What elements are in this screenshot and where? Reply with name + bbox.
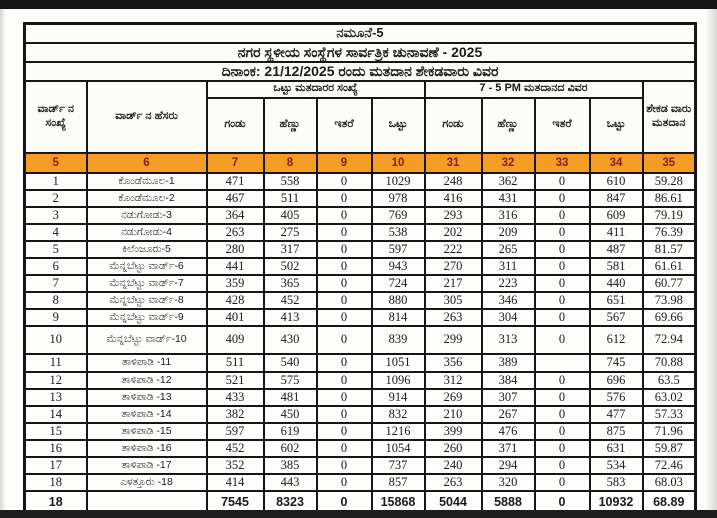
ward-name-cell: ಕಿಲೆಂಜೂರು-5 bbox=[87, 241, 207, 258]
value-cell: 299 bbox=[425, 326, 482, 354]
ward-name-cell: ನಡುಗೋಡು-4 bbox=[87, 224, 207, 241]
col-number: 10 bbox=[372, 153, 425, 173]
value-cell: 538 bbox=[372, 224, 425, 241]
value-cell: 240 bbox=[425, 457, 482, 474]
value-cell: 248 bbox=[425, 173, 482, 190]
total-value-cell: 8323 bbox=[264, 491, 317, 515]
ward-number-cell: 17 bbox=[25, 457, 87, 474]
value-cell: 597 bbox=[372, 241, 425, 258]
value-cell: 382 bbox=[207, 406, 264, 423]
value-cell: 260 bbox=[425, 440, 482, 457]
value-cell: 364 bbox=[207, 207, 264, 224]
value-cell: 313 bbox=[482, 326, 535, 354]
value-cell: 405 bbox=[264, 207, 317, 224]
table-row bbox=[25, 241, 696, 258]
value-cell: 312 bbox=[425, 372, 482, 389]
ward-name-cell: ಮೆನ್ನಬೆಟ್ಟು ವಾರ್ಡ್-9 bbox=[87, 309, 207, 326]
total-value-cell: 0 bbox=[317, 491, 372, 515]
ward-number-cell: 9 bbox=[25, 309, 87, 326]
total-value-cell: 5044 bbox=[425, 491, 482, 515]
table-row bbox=[25, 372, 696, 389]
value-cell: 477 bbox=[590, 406, 643, 423]
value-cell: 269 bbox=[425, 389, 482, 406]
value-cell: 389 bbox=[482, 354, 535, 372]
header-female-voters: ಹೆಣ್ಣು bbox=[264, 98, 317, 153]
col-number: 5 bbox=[25, 153, 87, 173]
value-cell: 0 bbox=[317, 389, 372, 406]
ward-number-cell: 10 bbox=[25, 326, 87, 354]
value-cell: 416 bbox=[425, 190, 482, 207]
header-percent: ಶೇಕಡ ವಾರು ಮತದಾನ bbox=[643, 81, 696, 153]
value-cell: 467 bbox=[207, 190, 264, 207]
percent-cell: 60.77 bbox=[643, 275, 696, 292]
table-row bbox=[25, 440, 696, 457]
value-cell: 385 bbox=[264, 457, 317, 474]
value-cell: 307 bbox=[482, 389, 535, 406]
value-cell: 0 bbox=[535, 457, 590, 474]
value-cell: 471 bbox=[207, 173, 264, 190]
ward-number-cell: 2 bbox=[25, 190, 87, 207]
value-cell: 452 bbox=[264, 292, 317, 309]
value-cell: 0 bbox=[317, 354, 372, 372]
ward-number-cell: 3 bbox=[25, 207, 87, 224]
value-cell: 1029 bbox=[372, 173, 425, 190]
value-cell: 0 bbox=[535, 440, 590, 457]
value-cell: 0 bbox=[535, 372, 590, 389]
ward-name-cell: ಮೆನ್ನಬೆಟ್ಟು ವಾರ್ಡ್-8 bbox=[87, 292, 207, 309]
ward-name-cell: ತಾಳಿಪಾಡಿ -12 bbox=[87, 372, 207, 389]
table-row bbox=[25, 474, 696, 491]
ward-name-cell: ತಾಳಿಪಾಡಿ -17 bbox=[87, 457, 207, 474]
value-cell: 0 bbox=[535, 224, 590, 241]
value-cell: 263 bbox=[425, 309, 482, 326]
ward-number-cell: 11 bbox=[25, 354, 87, 372]
col-number: 9 bbox=[317, 153, 372, 173]
value-cell: 576 bbox=[590, 389, 643, 406]
value-cell: 0 bbox=[535, 275, 590, 292]
value-cell: 359 bbox=[207, 275, 264, 292]
total-ward-count-cell: 18 bbox=[25, 491, 87, 515]
value-cell: 0 bbox=[535, 389, 590, 406]
ward-name-cell: ತಾಳಿಪಾಡಿ -13 bbox=[87, 389, 207, 406]
value-cell: 0 bbox=[317, 190, 372, 207]
ward-number-cell: 18 bbox=[25, 474, 87, 491]
value-cell: 202 bbox=[425, 224, 482, 241]
value-cell: 597 bbox=[207, 423, 264, 440]
value-cell: 433 bbox=[207, 389, 264, 406]
header-total-voters: ಒಟ್ಟು bbox=[372, 98, 425, 153]
percent-cell: 76.39 bbox=[643, 224, 696, 241]
total-value-cell: 15868 bbox=[372, 491, 425, 515]
value-cell: 847 bbox=[590, 190, 643, 207]
value-cell: 452 bbox=[207, 440, 264, 457]
header-ward-name: ವಾರ್ಡ್ ನ ಹೆಸರು bbox=[87, 81, 207, 153]
percent-cell: 68.03 bbox=[643, 474, 696, 491]
value-cell: 443 bbox=[264, 474, 317, 491]
percent-cell: 72.46 bbox=[643, 457, 696, 474]
header-other-voters: ಇತರೆ bbox=[317, 98, 372, 153]
value-cell: 0 bbox=[535, 241, 590, 258]
value-cell: 311 bbox=[482, 258, 535, 275]
total-value-cell: 10932 bbox=[590, 491, 643, 515]
value-cell: 414 bbox=[207, 474, 264, 491]
value-cell: 223 bbox=[482, 275, 535, 292]
value-cell: 745 bbox=[590, 354, 643, 372]
value-cell: 558 bbox=[264, 173, 317, 190]
value-cell: 431 bbox=[482, 190, 535, 207]
value-cell: 0 bbox=[317, 207, 372, 224]
value-cell: 914 bbox=[372, 389, 425, 406]
value-cell: 352 bbox=[207, 457, 264, 474]
ward-number-cell: 16 bbox=[25, 440, 87, 457]
value-cell: 305 bbox=[425, 292, 482, 309]
value-cell: 609 bbox=[590, 207, 643, 224]
col-number: 35 bbox=[643, 153, 696, 173]
table-row bbox=[25, 207, 696, 224]
value-cell: 943 bbox=[372, 258, 425, 275]
header-total-turnout: ಒಟ್ಟು bbox=[590, 98, 643, 153]
value-cell: 399 bbox=[425, 423, 482, 440]
value-cell: 346 bbox=[482, 292, 535, 309]
value-cell: 737 bbox=[372, 457, 425, 474]
table-row bbox=[25, 309, 696, 326]
value-cell: 612 bbox=[590, 326, 643, 354]
value-cell: 631 bbox=[590, 440, 643, 457]
value-cell: 210 bbox=[425, 406, 482, 423]
value-cell: 450 bbox=[264, 406, 317, 423]
value-cell: 769 bbox=[372, 207, 425, 224]
value-cell: 540 bbox=[264, 354, 317, 372]
value-cell: 263 bbox=[425, 474, 482, 491]
value-cell: 320 bbox=[482, 474, 535, 491]
table-body bbox=[25, 173, 696, 515]
total-value-cell: 7545 bbox=[207, 491, 264, 515]
value-cell: 428 bbox=[207, 292, 264, 309]
value-cell: 0 bbox=[317, 224, 372, 241]
page-left-edge bbox=[0, 9, 6, 510]
value-cell: 857 bbox=[372, 474, 425, 491]
ward-number-cell: 4 bbox=[25, 224, 87, 241]
value-cell: 875 bbox=[590, 423, 643, 440]
header-other-turnout: ಇತರೆ bbox=[535, 98, 590, 153]
value-cell: 430 bbox=[264, 326, 317, 354]
photo-top-edge bbox=[0, 0, 717, 9]
col-number: 8 bbox=[264, 153, 317, 173]
value-cell: 317 bbox=[264, 241, 317, 258]
value-cell: 0 bbox=[535, 258, 590, 275]
value-cell: 371 bbox=[482, 440, 535, 457]
col-number: 33 bbox=[535, 153, 590, 173]
value-cell: 1051 bbox=[372, 354, 425, 372]
value-cell: 304 bbox=[482, 309, 535, 326]
ward-name-cell: ಮೆನ್ನಬೆಟ್ಟು ವಾರ್ಡ್-10 bbox=[87, 326, 207, 354]
value-cell: 0 bbox=[317, 173, 372, 190]
value-cell: 270 bbox=[425, 258, 482, 275]
value-cell: 409 bbox=[207, 326, 264, 354]
header-group-7-5pm: 7 - 5 PM ಮತದಾನದ ವಿವರ bbox=[425, 81, 643, 98]
value-cell: 0 bbox=[317, 258, 372, 275]
col-number: 6 bbox=[87, 153, 207, 173]
percent-cell: 61.61 bbox=[643, 258, 696, 275]
value-cell: 316 bbox=[482, 207, 535, 224]
ward-number-cell: 14 bbox=[25, 406, 87, 423]
value-cell: 511 bbox=[207, 354, 264, 372]
value-cell: 0 bbox=[535, 207, 590, 224]
table-row bbox=[25, 258, 696, 275]
value-cell: 651 bbox=[590, 292, 643, 309]
percent-cell: 57.33 bbox=[643, 406, 696, 423]
table-row bbox=[25, 423, 696, 440]
table-row bbox=[25, 354, 696, 372]
value-cell: 384 bbox=[482, 372, 535, 389]
value-cell: 440 bbox=[590, 275, 643, 292]
value-cell: 487 bbox=[590, 241, 643, 258]
value-cell: 0 bbox=[535, 406, 590, 423]
value-cell: 0 bbox=[535, 173, 590, 190]
value-cell: 217 bbox=[425, 275, 482, 292]
table-row bbox=[25, 326, 696, 354]
ward-number-cell: 5 bbox=[25, 241, 87, 258]
value-cell: 267 bbox=[482, 406, 535, 423]
col-number: 34 bbox=[590, 153, 643, 173]
value-cell: 0 bbox=[317, 474, 372, 491]
ward-name-cell: ಮೆನ್ನಬೆಟ್ಟು ವಾರ್ಡ್-6 bbox=[87, 258, 207, 275]
percent-cell: 81.57 bbox=[643, 241, 696, 258]
ward-name-cell: ತಾಳಿಪಾಡಿ -14 bbox=[87, 406, 207, 423]
col-number: 31 bbox=[425, 153, 482, 173]
value-cell: 0 bbox=[535, 309, 590, 326]
value-cell: 581 bbox=[590, 258, 643, 275]
value-cell: 0 bbox=[317, 406, 372, 423]
value-cell: 401 bbox=[207, 309, 264, 326]
date-subtitle: ದಿನಾಂಕ: 21/12/2025 ರಂದು ಮತದಾನ ಶೇಕಡವಾರು ವಿವರ bbox=[25, 62, 696, 81]
value-cell: 1054 bbox=[372, 440, 425, 457]
ward-number-cell: 1 bbox=[25, 173, 87, 190]
header-male-turnout: ಗಂಡು bbox=[425, 98, 482, 153]
table-row bbox=[25, 292, 696, 309]
ward-name-cell: ನಡುಗೋಡು-3 bbox=[87, 207, 207, 224]
ward-name-cell: ಎಳತ್ತೂರು -18 bbox=[87, 474, 207, 491]
election-title: ನಗರ ಸ್ಥಳೀಯ ಸಂಸ್ಥೆಗಳ ಸಾರ್ವತ್ರಿಕ ಚುನಾವಣೆ - 2025 bbox=[25, 43, 696, 62]
value-cell: 0 bbox=[317, 326, 372, 354]
photo-bottom-edge bbox=[0, 510, 717, 518]
value-cell: 0 bbox=[317, 309, 372, 326]
value-cell: 293 bbox=[425, 207, 482, 224]
value-cell: 1096 bbox=[372, 372, 425, 389]
col-number: 7 bbox=[207, 153, 264, 173]
value-cell: 280 bbox=[207, 241, 264, 258]
column-number-row bbox=[25, 153, 696, 173]
ward-number-cell: 12 bbox=[25, 372, 87, 389]
value-cell: 441 bbox=[207, 258, 264, 275]
ward-name-cell: ತಾಳಿಪಾಡಿ -15 bbox=[87, 423, 207, 440]
table-row bbox=[25, 173, 696, 190]
value-cell: 0 bbox=[535, 474, 590, 491]
value-cell: 521 bbox=[207, 372, 264, 389]
value-cell: 481 bbox=[264, 389, 317, 406]
value-cell: 263 bbox=[207, 224, 264, 241]
value-cell: 0 bbox=[317, 372, 372, 389]
value-cell: 0 bbox=[317, 440, 372, 457]
value-cell: 567 bbox=[590, 309, 643, 326]
percent-cell: 71.96 bbox=[643, 423, 696, 440]
value-cell: 619 bbox=[264, 423, 317, 440]
table-row bbox=[25, 275, 696, 292]
ward-number-cell: 8 bbox=[25, 292, 87, 309]
value-cell: 413 bbox=[264, 309, 317, 326]
percent-cell: 63.02 bbox=[643, 389, 696, 406]
value-cell: 696 bbox=[590, 372, 643, 389]
ward-number-cell: 13 bbox=[25, 389, 87, 406]
value-cell: 222 bbox=[425, 241, 482, 258]
value-cell: 534 bbox=[590, 457, 643, 474]
percent-cell: 73.98 bbox=[643, 292, 696, 309]
election-turnout-table bbox=[23, 22, 697, 516]
value-cell: 832 bbox=[372, 406, 425, 423]
value-cell: 602 bbox=[264, 440, 317, 457]
header-male-voters: ಗಂಡು bbox=[207, 98, 264, 153]
ward-name-cell: ಮೆನ್ನಬೆಟ್ಟು ವಾರ್ಡ್-7 bbox=[87, 275, 207, 292]
value-cell: 0 bbox=[535, 190, 590, 207]
value-cell: 476 bbox=[482, 423, 535, 440]
table-row bbox=[25, 224, 696, 241]
form-number-title: ನಮೂನೆ-5 bbox=[25, 24, 696, 43]
ward-number-cell: 15 bbox=[25, 423, 87, 440]
page-right-edge bbox=[705, 9, 717, 510]
value-cell: 0 bbox=[317, 423, 372, 440]
col-number: 32 bbox=[482, 153, 535, 173]
value-cell: 411 bbox=[590, 224, 643, 241]
table-row bbox=[25, 406, 696, 423]
value-cell: 724 bbox=[372, 275, 425, 292]
total-value-cell: 0 bbox=[535, 491, 590, 515]
value-cell: 583 bbox=[590, 474, 643, 491]
value-cell: 511 bbox=[264, 190, 317, 207]
percent-cell: 63.5 bbox=[643, 372, 696, 389]
header-female-turnout: ಹೆಣ್ಣು bbox=[482, 98, 535, 153]
value-cell bbox=[535, 354, 590, 372]
value-cell: 610 bbox=[590, 173, 643, 190]
ward-name-cell: ತಾಳಿಪಾಡಿ -16 bbox=[87, 440, 207, 457]
value-cell: 362 bbox=[482, 173, 535, 190]
value-cell: 0 bbox=[535, 423, 590, 440]
value-cell: 356 bbox=[425, 354, 482, 372]
value-cell: 0 bbox=[317, 275, 372, 292]
table-row bbox=[25, 190, 696, 207]
value-cell: 294 bbox=[482, 457, 535, 474]
value-cell: 839 bbox=[372, 326, 425, 354]
percent-cell: 59.87 bbox=[643, 440, 696, 457]
header-group-total-voters: ಒಟ್ಟು ಮತದಾರರ ಸಂಖ್ಯೆ bbox=[207, 81, 425, 98]
value-cell: 0 bbox=[317, 457, 372, 474]
value-cell: 814 bbox=[372, 309, 425, 326]
total-percent-cell: 68.89 bbox=[643, 491, 696, 515]
percent-cell: 72.94 bbox=[643, 326, 696, 354]
value-cell: 575 bbox=[264, 372, 317, 389]
percent-cell: 69.66 bbox=[643, 309, 696, 326]
percent-cell: 59.28 bbox=[643, 173, 696, 190]
value-cell: 0 bbox=[535, 326, 590, 354]
table-row bbox=[25, 389, 696, 406]
value-cell: 265 bbox=[482, 241, 535, 258]
value-cell: 1216 bbox=[372, 423, 425, 440]
percent-cell: 86.61 bbox=[643, 190, 696, 207]
ward-name-cell: ಕೊಂಡೆಮೂಲ-2 bbox=[87, 190, 207, 207]
percent-cell: 70.88 bbox=[643, 354, 696, 372]
value-cell: 275 bbox=[264, 224, 317, 241]
value-cell: 0 bbox=[535, 292, 590, 309]
value-cell: 502 bbox=[264, 258, 317, 275]
total-value-cell: 5888 bbox=[482, 491, 535, 515]
value-cell: 978 bbox=[372, 190, 425, 207]
value-cell: 0 bbox=[317, 241, 372, 258]
value-cell: 365 bbox=[264, 275, 317, 292]
value-cell: 0 bbox=[317, 292, 372, 309]
ward-number-cell: 7 bbox=[25, 275, 87, 292]
ward-number-cell: 6 bbox=[25, 258, 87, 275]
table-row bbox=[25, 457, 696, 474]
ward-name-cell: ತಾಳಿಪಾಡಿ -11 bbox=[87, 354, 207, 372]
ward-name-cell: ಕೊಂಡೆಮೂಲ-1 bbox=[87, 173, 207, 190]
value-cell: 209 bbox=[482, 224, 535, 241]
value-cell: 880 bbox=[372, 292, 425, 309]
percent-cell: 79.19 bbox=[643, 207, 696, 224]
header-ward-number: ವಾರ್ಡ್ ನ ಸಂಖ್ಯೆ bbox=[25, 81, 87, 153]
